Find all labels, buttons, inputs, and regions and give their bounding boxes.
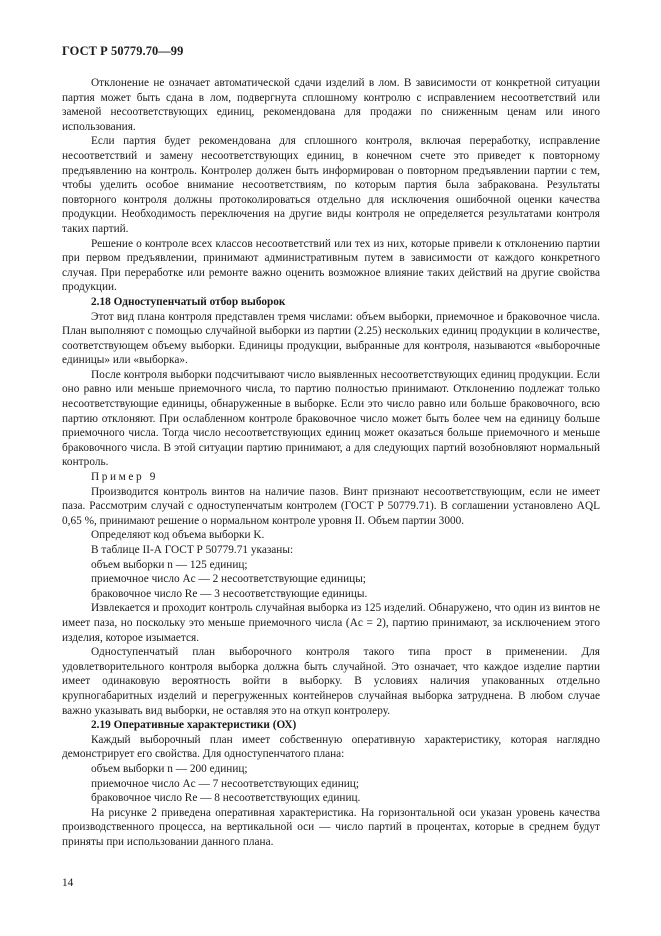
- paragraph: Этот вид плана контроля представлен тремя числами: объем выборки, приемочное и браковочное числа. План выполняют с помощью случайной выборки из партии (2.25) нескольких единиц продукции в количестве, соответствующем объему выборки. Единицы продукции, выбранные для контроля, называются «выборочные единицы» или «выборка».: [62, 310, 600, 367]
- example-label: Пример 9: [91, 471, 158, 484]
- paragraph: После контроля выборки подсчитывают число выявленных несоответствующих единиц продукции. Если оно равно или меньше приемочного числа, то партию полностью принимают. Отклонению подлежат только несоответствующие единицы, обнаруженные в выборке. Если это число равно или больше браковочного, всю партию отклоняют. При ослабленном контроле браковочное число может быть более чем на единицу больше приемочного числа. Тогда число несоответствующих единиц может оказаться больше приемочного и меньше браковочного числа. В этой ситуации партию принимают, а для следующих партий возобновляют нормальный контроль.: [62, 368, 600, 469]
- document-body: [62, 76, 600, 849]
- section-heading-2-19: 2.19 Оперативные характеристики (ОХ): [91, 719, 297, 732]
- page-number: 14: [62, 877, 74, 889]
- list-line: браковочное число Re — 8 несоответствующих единиц.: [91, 792, 361, 805]
- list-line: объем выборки n — 200 единиц;: [91, 762, 248, 775]
- paragraph: Извлекается и проходит контроль случайная выборка из 125 изделий. Обнаружено, что один из винтов не имеет паза, но поскольку это меньше приемочного числа (Ac = 2), партию принимают, за исключением этого изделия, которое изымается.: [62, 602, 600, 644]
- paragraph: Если партия будет рекомендована для сплошного контроля, включая переработку, исправление несоответствий и замену несоответствующих единиц, в конечном счете это приведет к повторному предъявлению на контроль. Контролер должен быть информирован о повторном предъявлении партии с тем, чтобы уделить особое внимание несоответствиям, по которым партия была забракована. Результаты повторного контроля должны протоколироваться отдельно для исключения ошибочной оценки качества продукции. Необходимость переключения на другие виды контроля не определяется результатами контроля таких партий.: [62, 135, 600, 235]
- section-heading-2-18: 2.18 Одноступенчатый отбор выборок: [91, 295, 286, 308]
- paragraph: На рисунке 2 приведена оперативная характеристика. На горизонтальной оси указан уровень качества производственного процесса, на вертикальной оси — число партий в процентах, которые в среднем будут приняты при использовании данного плана.: [62, 806, 600, 848]
- paragraph: В таблице II-А ГОСТ Р 50779.71 указаны:: [91, 544, 294, 556]
- list-line: объем выборки n — 125 единиц;: [91, 558, 248, 571]
- standard-header: ГОСТ Р 50779.70—99: [62, 44, 184, 58]
- paragraph: Решение о контроле всех классов несоответствий или тех из них, которые привели к отклонению партии при первом предъявлении, принимают административным путем в зависимости от каждого конкретного случая. При переработке или ремонте важно оценить возможное влияние таких действий на другие свойства продукции.: [62, 237, 600, 294]
- list-line: приемочное число Ac — 2 несоответствующие единицы;: [91, 573, 366, 586]
- list-line: браковочное число Re — 3 несоответствующие единицы.: [91, 587, 368, 600]
- paragraph: Определяют код объема выборки K.: [91, 529, 265, 542]
- paragraph: Отклонение не означает автоматической сдачи изделий в лом. В зависимости от конкретной ситуации партия может быть сдана в лом, подвергнута сплошному контролю с исправлением несоответствий или заменой несоответствующих единиц, рекомендована для продажи по сниженным ценам или иного использования.: [62, 77, 600, 133]
- list-line: приемочное число Ac — 7 несоответствующих единиц;: [91, 777, 359, 790]
- paragraph: Каждый выборочный план имеет собственную оперативную характеристику, которая наглядно демонстрирует его свойства. Для одноступенчатого плана:: [62, 733, 600, 761]
- paragraph: Одноступенчатый план выборочного контроля такого типа прост в применении. Для удовлетворительного контроля выборка должна быть случайной. Это означает, что каждое изделие партии имеет одинаковую вероятность войти в выборку. В условиях наличия упакованных отдельно крупногабаритных изделий и перегруженных контейнеров случайная выборка затруднена. В любом случае важно указывать вид выборки, не оставляя это на откуп контролеру.: [62, 646, 600, 717]
- paragraph: Производится контроль винтов на наличие пазов. Винт признают несоответствующим, если не имеет паза. Рассмотрим случай с одноступенчатым контролем (ГОСТ Р 50779.71). В соглашении установлено AQL 0,65 %, принимают решение о нормальном контроле уровня II. Объем партии 3000.: [62, 485, 600, 527]
